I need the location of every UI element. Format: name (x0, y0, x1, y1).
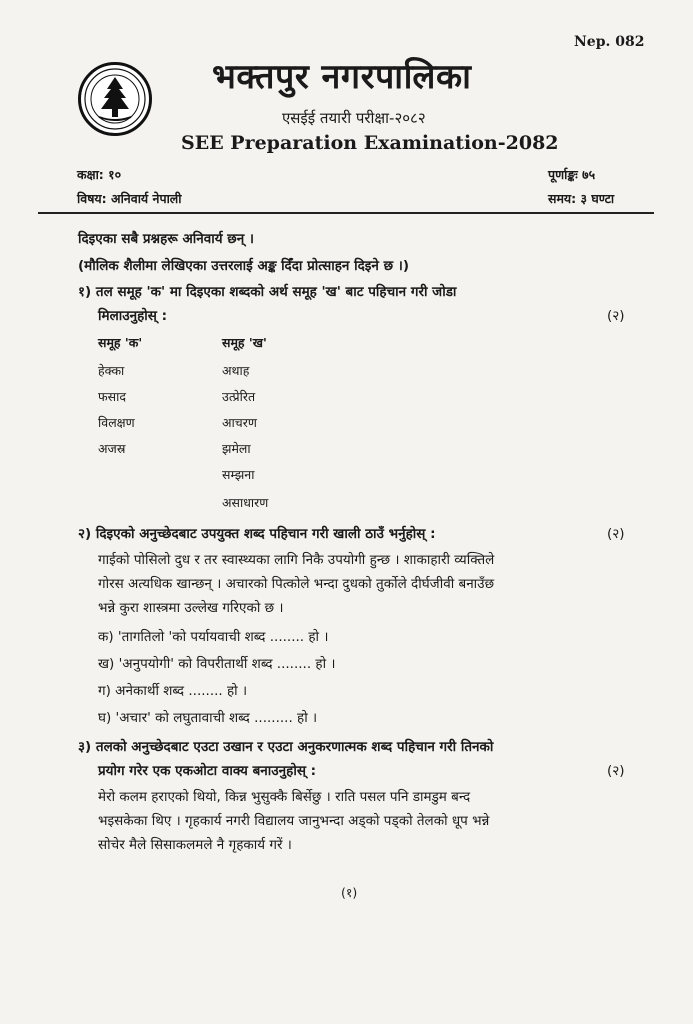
q3-passage-line: भइसकेका थिए । गृहकार्य नगरी विद्यालय जानुभन्दा अड्को पड्को तेलको धूप भन्ने (98, 813, 490, 829)
group-a-item: हेक्का (98, 363, 125, 378)
organization-name: भक्तपुर नगरपालिका (212, 57, 472, 97)
group-a-item: अजस्र (98, 441, 126, 456)
q3-passage-line: सोचेर मैले सिसाकलमले नै गृहकार्य गरें । (98, 837, 292, 853)
exam-title-nepali: एसईई तयारी परीक्षा-२०८२ (282, 109, 426, 127)
group-b-item: झमेला (222, 441, 251, 456)
group-a-item: विलक्षण (98, 415, 135, 430)
q2-passage-line: गाईको पोसिलो दुध र तर स्वास्थ्यका लागि निकै उपयोगी हुन्छ । शाकाहारी व्यक्तिले (98, 552, 495, 568)
q2-blank-item: ग) अनेकार्थी शब्द ........ हो । (98, 683, 248, 699)
class-label: कक्षा: १० (77, 167, 122, 182)
q1-text: १) तल समूह 'क' मा दिइएका शब्दको अर्थ समूह 'ख' बाट पहिचान गरी जोडा (78, 284, 457, 300)
full-marks-label: पूर्णाङ्कः ७५ (548, 167, 596, 182)
time-label: समय: ३ घण्टा (548, 191, 615, 206)
instruction-line: दिइएका सबै प्रश्नहरू अनिवार्य छन् । (78, 231, 255, 247)
group-b-item: सम्झना (222, 467, 255, 482)
group-b-item: असाधारण (222, 495, 269, 510)
q2-marks: (२) (607, 526, 625, 542)
group-a-item: फसाद (98, 389, 126, 404)
q2-passage-line: भन्ने कुरा शास्त्रमा उल्लेख गरिएको छ । (98, 600, 284, 616)
q3-text: प्रयोग गरेर एक एकओटा वाक्य बनाउनुहोस् : (98, 763, 317, 779)
group-a-header: समूह 'क' (98, 335, 143, 350)
subject-label: विषय: अनिवार्य नेपाली (77, 191, 182, 206)
group-b-item: उत्प्रेरित (222, 389, 256, 404)
group-b-item: अथाह (222, 363, 250, 378)
q3-text: ३) तलको अनुच्छेदबाट एउटा उखान र एउटा अनुकरणात्मक शब्द पहिचान गरी तिनको (78, 739, 494, 755)
q2-blank-item: क) 'तागतिलो 'को पर्यायवाची शब्द ........ हो । (98, 629, 329, 645)
header-divider (38, 212, 654, 214)
q1-marks: (२) (607, 308, 625, 324)
q3-passage-line: मेरो कलम हराएको थियो, किन्न भुसुक्कै बिर्सेछु । राति पसल पनि डामडुम बन्द (98, 789, 471, 805)
paper-code: Nep. 082 (574, 34, 645, 50)
q2-blank-item: घ) 'अचार' को लघुतावाची शब्द ......... हो । (98, 710, 318, 726)
q1-text: मिलाउनुहोस् : (98, 308, 167, 324)
q3-marks: (२) (607, 763, 625, 779)
group-b-header: समूह 'ख' (222, 335, 267, 350)
q2-text: २) दिइएको अनुच्छेदबाट उपयुक्त शब्द पहिचान गरी खाली ठाउँ भर्नुहोस् : (78, 526, 436, 542)
q2-blank-item: ख) 'अनुपयोगी' को विपरीतार्थी शब्द ........ हो । (98, 656, 336, 672)
q2-passage-line: गोरस अत्यधिक खान्छन् । अचारको पित्कोले भन्दा दुधको तुर्कोले दीर्घजीवी बनाउँछ (98, 576, 495, 592)
instruction-line: (मौलिक शैलीमा लेखिएका उत्तरलाई अङ्क दिँदा प्रोत्साहन दिइने छ ।) (78, 258, 410, 274)
group-b-item: आचरण (222, 415, 257, 430)
page-number: (१) (341, 885, 358, 900)
exam-title-english: SEE Preparation Examination-2082 (181, 132, 559, 154)
municipality-logo-icon (78, 62, 152, 136)
